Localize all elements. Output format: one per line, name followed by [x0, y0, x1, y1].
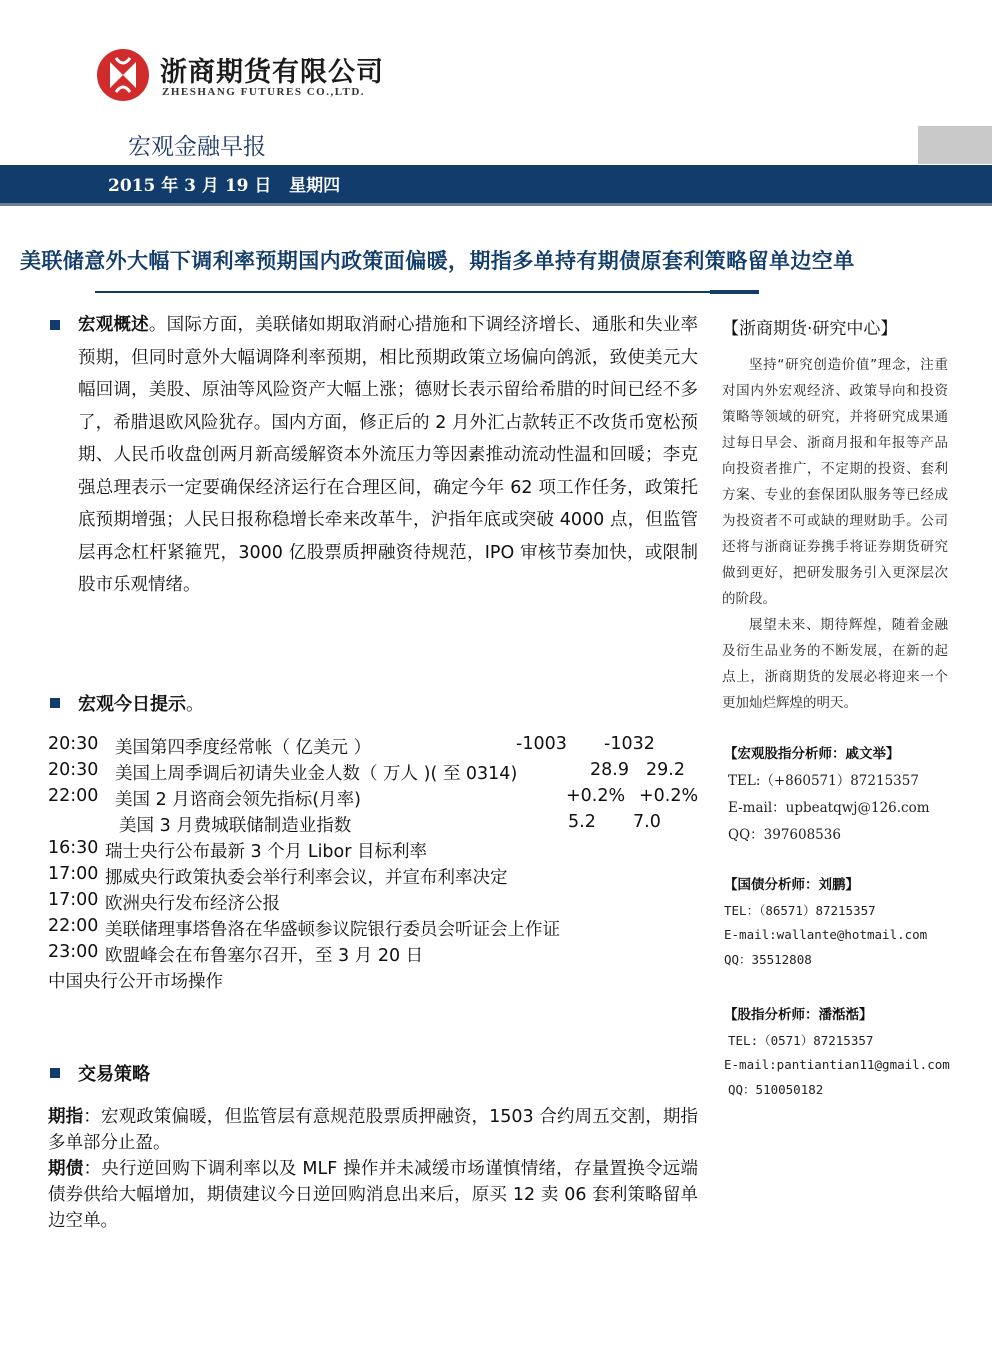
analyst-email[interactable]: E-mail:wallante@hotmail.com: [724, 927, 928, 942]
analyst-email[interactable]: E-mail:pantiantian11@gmail.com: [724, 1057, 950, 1072]
today-section-title: 宏观今日提示。: [50, 690, 204, 716]
analyst-card: [724, 873, 927, 968]
analyst-card: [724, 1003, 950, 1098]
analyst-email[interactable]: E-mail：upbeatqwj@126.com: [728, 800, 930, 816]
headline-rule: [95, 291, 759, 293]
date-bar-shadow: [0, 203, 992, 206]
analyst-tel: TEL：（86571）87215357: [724, 903, 876, 918]
strategy-section-title: 交易策略: [50, 1060, 150, 1086]
company-name-cn: 浙商期货有限公司: [160, 57, 384, 88]
analyst-card: [724, 742, 930, 843]
sidebar-title: 【浙商期货·研究中心】: [722, 319, 898, 339]
analyst-qq: QQ：510050182: [728, 1082, 824, 1097]
strategy-item-index-futures: 期指：宏观政策偏暖，但监管层有意规范股票质押融资，1503 合约周五交割，期指多单部分止盈。: [48, 1107, 698, 1153]
analyst-name: 【宏观股指分析师：戚文举】: [724, 746, 900, 762]
analyst-qq: QQ：35512808: [724, 952, 812, 967]
analyst-name: 【股指分析师：潘湉湉】: [724, 1007, 873, 1023]
strategy-item-bond-futures: 期债：央行逆回购下调利率以及 MLF 操作并未减缓市场谨慎情绪，存量置换令远端债券供给大幅增加，期债建议今日逆回购消息出来后，原买 12 卖 06 套利策略留单边空单。: [48, 1159, 698, 1231]
company-logo-icon: [96, 48, 150, 102]
overview-paragraph: [50, 309, 698, 602]
company-name-en: ZHESHANG FUTURES CO.,LTD.: [162, 86, 366, 98]
strategy-list: [48, 1104, 698, 1234]
bullet-icon: [50, 698, 60, 708]
overview-section: [50, 309, 698, 602]
analyst-qq: QQ：397608536: [728, 827, 841, 843]
overview-text: 。国际方面，美联储如期取消耐心措施和下调经济增长、通胀和失业率预期，但同时意外大幅调降利率预期，相比预期政策立场偏向鸽派，致使美元大幅回调，美股、原油等风险资产大幅上涨；德财长表示留给希腊的时间已经不多了，希腊退欧风险犹存。国内方面，修正后的 2 月外汇占款转正不改货币宽松预期、人民币收盘创两月新高缓解资本外流压力等因素推动流动性温和回暖；李克强总理表示一定要确保经济运行在合理区间，确定今年 62 项工作任务，政策托底预期增强；人民日报称稳增长牵来改革牛，沪指年底或突破 4000 点，但监管层再念杠杆紧箍咒，3000 亿股票质押融资待规范，IPO 审核节奏加快，或限制股市乐观情绪。: [78, 315, 699, 595]
report-date: 2015 年 3 月 19 日 星期四: [108, 176, 341, 196]
bullet-icon: [50, 320, 60, 330]
analyst-name: 【国债分析师：刘鹏】: [724, 877, 859, 893]
date-bar: [0, 165, 992, 203]
report-name: 宏观金融早报: [128, 134, 266, 160]
analyst-tel: TEL:（+860571）87215357: [728, 773, 919, 789]
headline: 美联储意外大幅下调利率预期国内政策面偏暖，期指多单持有期债原套利策略留单边空单: [20, 249, 855, 273]
analyst-tel: TEL:（0571）87215357: [728, 1033, 874, 1048]
bullet-icon: [50, 1068, 60, 1078]
sidebar-intro-1: 坚持“研究创造价值”理念，注重对国内外宏观经济、政策导向和投资策略等领域的研究，并将研究成果通过每日早会、浙商月报和年报等产品向投资者推广，不定期的投资、套利方案、专业的套保团队服务等已经成为投资者不可或缺的理财助手。公司还将与浙商证券携手将证券期货研究做到更好，把研发服务引入更深层次的阶段。: [722, 357, 948, 607]
overview-title: 宏观概述: [78, 315, 149, 335]
headline-rule-accent: [710, 290, 759, 294]
header-decor-block: [918, 126, 992, 164]
sidebar-intro-2: 展望未来、期待辉煌，随着金融及衍生品业务的不断发展，在新的起点上，浙商期货的发展必将迎来一个更加灿烂辉煌的明天。: [722, 617, 948, 711]
